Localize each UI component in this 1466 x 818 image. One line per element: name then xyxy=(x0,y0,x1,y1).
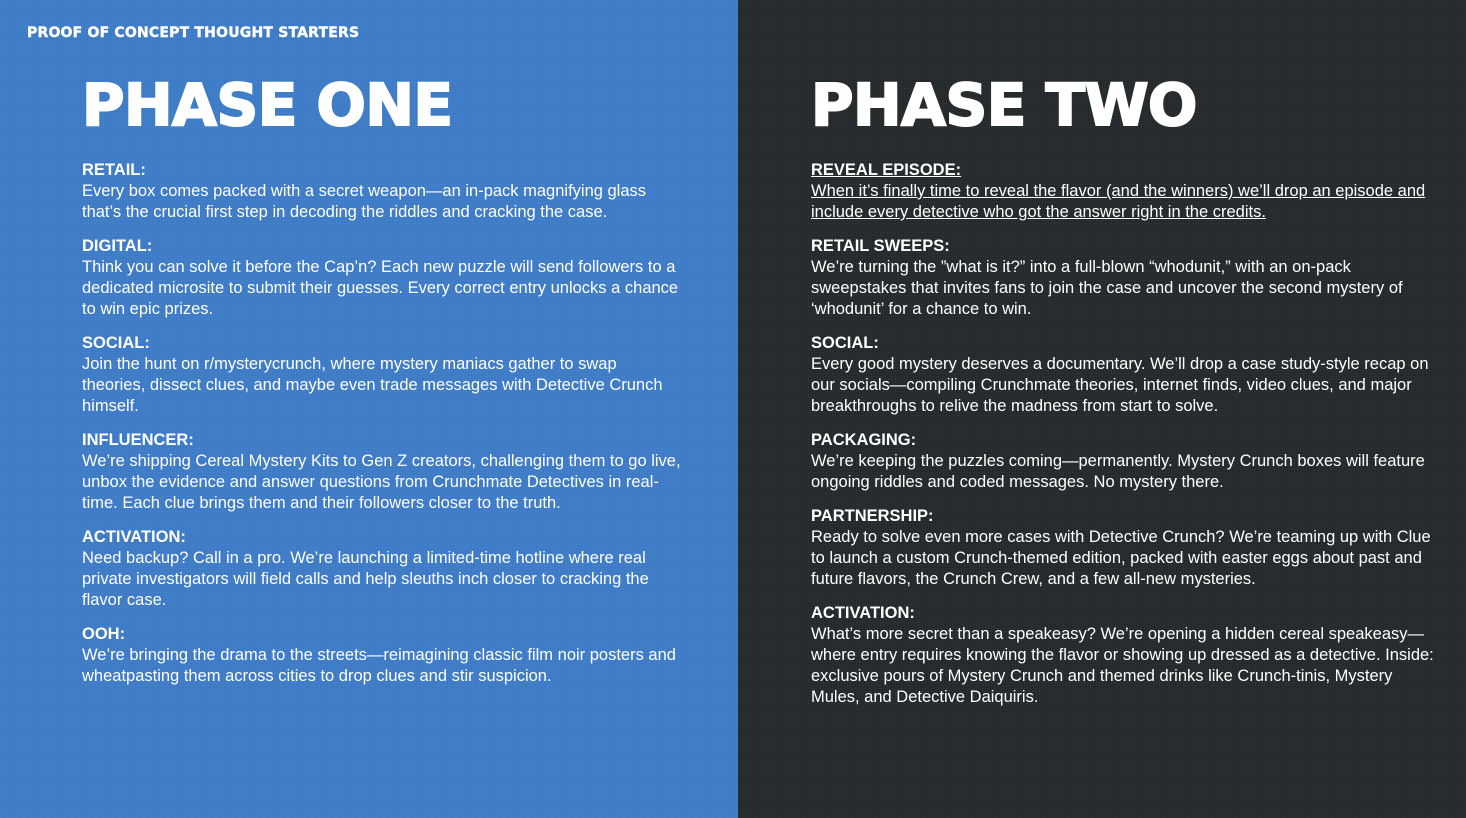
phase-one-title: PHASE ONE xyxy=(82,71,453,139)
section-heading: REVEAL EPISODE: xyxy=(811,161,962,179)
section-body: We’re bringing the drama to the streets—reimagining classic film noir posters and wheatpasting them across cities to drop clues and stir suspicion. xyxy=(82,646,676,685)
phase-two-sections xyxy=(811,160,1441,721)
section-heading: RETAIL: xyxy=(82,161,146,179)
phase-two-title: PHASE TWO xyxy=(811,71,1197,139)
section-digital xyxy=(82,236,682,320)
section-retail xyxy=(82,160,682,223)
section-heading: ACTIVATION: xyxy=(811,604,915,622)
phase-one-sections xyxy=(82,160,682,700)
section-ooh xyxy=(82,624,682,687)
section-heading: RETAIL SWEEPS: xyxy=(811,237,950,255)
section-influencer xyxy=(82,430,682,514)
section-body: Think you can solve it before the Cap’n? Each new puzzle will send followers to a dedicated microsite to submit their guesses. Every correct entry unlocks a chance to win epic prizes. xyxy=(82,258,679,318)
section-body: We’re keeping the puzzles coming—permanently. Mystery Crunch boxes will feature ongoing riddles and coded messages. No mystery there. xyxy=(811,452,1425,491)
section-heading: ACTIVATION: xyxy=(82,528,186,546)
section-activation xyxy=(82,527,682,611)
section-body: We’re turning the ”what is it?” into a full-blown “whodunit,” with an on-pack sweepstakes that invites fans to join the case and uncover the second mystery of ‘whodunit’ for a chance to win. xyxy=(811,258,1403,318)
section-heading: SOCIAL: xyxy=(82,334,150,352)
section-reveal-episode xyxy=(811,160,1441,223)
section-social xyxy=(82,333,682,417)
section-body: We’re shipping Cereal Mystery Kits to Gen Z creators, challenging them to go live, unbox the evidence and answer questions from Crunchmate Detectives in real-time. Each clue brings them and their followers closer to the truth. xyxy=(82,452,681,512)
section-body: Every good mystery deserves a documentary. We’ll drop a case study-style recap on our socials—compiling Crunchmate theories, internet finds, video clues, and major breakthroughs to relive the madness from start to solve. xyxy=(811,355,1429,415)
eyebrow-label: PROOF OF CONCEPT THOUGHT STARTERS xyxy=(27,25,360,41)
section-body: Need backup? Call in a pro. We’re launching a limited-time hotline where real private investigators will field calls and help sleuths inch closer to cracking the flavor case. xyxy=(82,549,649,609)
section-heading: DIGITAL: xyxy=(82,237,153,255)
section-partnership xyxy=(811,506,1441,590)
section-body: What’s more secret than a speakeasy? We’re opening a hidden cereal speakeasy—where entry requires knowing the flavor or showing up dressed as a detective. Inside: exclusive pours of Mystery Crunch and themed drinks like Crunch-tinis, Mystery Mules, and Detective Daiquiris. xyxy=(811,625,1434,706)
section-activation xyxy=(811,603,1441,708)
section-body: Join the hunt on r/mysterycrunch, where mystery maniacs gather to swap theories, dissect clues, and maybe even trade messages with Detective Crunch himself. xyxy=(82,355,663,415)
section-body: Every box comes packed with a secret weapon—an in-pack magnifying glass that’s the crucial first step in decoding the riddles and cracking the case. xyxy=(82,182,647,221)
section-heading: INFLUENCER: xyxy=(82,431,194,449)
section-body: When it’s finally time to reveal the flavor (and the winners) we’ll drop an episode and include every detective who got the answer right in the credits. xyxy=(811,182,1426,221)
section-packaging xyxy=(811,430,1441,493)
section-heading: PARTNERSHIP: xyxy=(811,507,934,525)
section-retail-sweeps xyxy=(811,236,1441,320)
section-social xyxy=(811,333,1441,417)
section-heading: OOH: xyxy=(82,625,126,643)
section-heading: SOCIAL: xyxy=(811,334,879,352)
section-heading: PACKAGING: xyxy=(811,431,917,449)
section-body: Ready to solve even more cases with Detective Crunch? We’re teaming up with Clue to launch a custom Crunch-themed edition, packed with easter eggs about past and future flavors, the Crunch Crew, and a few all-new mysteries. xyxy=(811,528,1431,588)
